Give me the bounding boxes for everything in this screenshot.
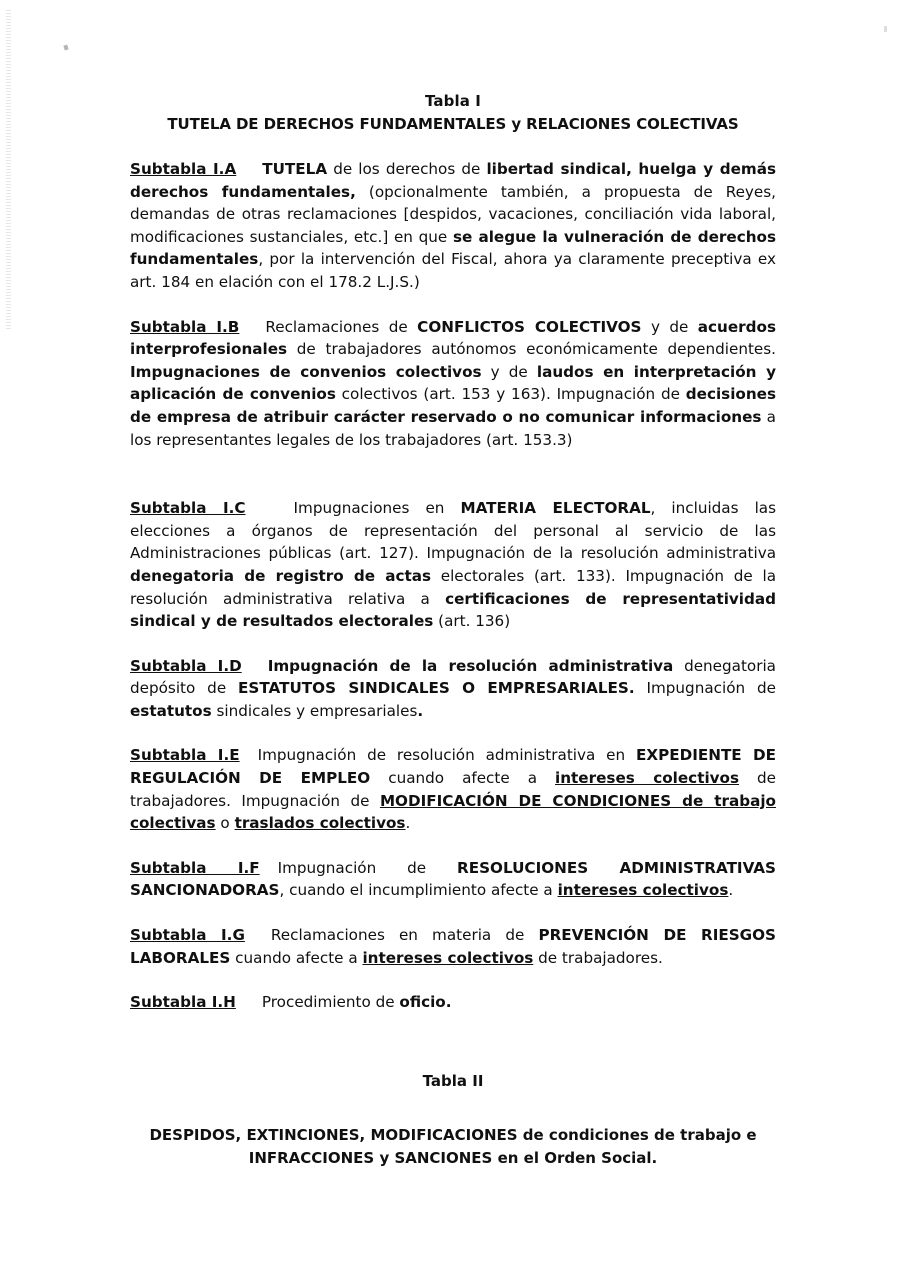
text-run-1: de los derechos de [327,160,487,178]
text-run-2: . [445,993,452,1012]
text-run-1: MATERIA ELECTORAL [460,499,651,518]
text-run-1: EXPEDIENTE DE REGULACIÓN DE EMPLEO [130,746,776,788]
subtable-label-ig: Subtabla I.G [130,926,245,945]
text-run-1: denegatoria depósito de [130,656,776,698]
subtable-paragraph-ie [130,744,776,834]
subtable-label-if: Subtabla I.F [130,858,260,877]
text-run-1: RESOLUCIONES ADMINISTRATIVAS SANCIONADORAS [130,858,776,900]
scan-artifact-speck [63,45,68,51]
subtable-label-ib: Subtabla I.B [130,317,240,336]
table1-title: Tabla I [425,92,481,110]
text-run-1: CONFLICTOS COLECTIVOS [417,317,642,336]
text-run-4: de trabajadores autónomos económicamente dependientes. [287,340,776,359]
text-run-4: electorales (art. 133). Impugnación de la resolución administrativa relativa a [130,566,776,608]
subtable-paragraph-ih [130,991,776,1014]
table2-title: Tabla II [422,1071,484,1090]
text-run-0: Impugnación de resolución administrativa en [257,746,637,765]
text-run-5: , por la intervención del Fiscal, ahora ya claramente preceptiva ex art. 184 en elación con el 178.2 L.J.S.) [130,250,776,291]
text-run-3: intereses colectivos [557,881,729,900]
subtable-label-ic: Subtabla I.C [130,499,246,518]
text-run-6: o [215,814,235,833]
text-run-6: . [417,701,424,720]
subtable-body-ih [262,993,452,1011]
text-run-3: acuerdos interprofesionales [130,317,776,359]
text-run-8: . [405,814,411,833]
subtable-label-id: Subtabla I.D [130,656,242,675]
text-run-1: PREVENCIÓN DE RIESGOS LABORALES [130,926,776,967]
subtable-paragraph-id [130,655,776,723]
text-run-7: laudos en interpretación y aplicación de convenios [130,362,776,404]
table1-heading [130,90,776,136]
subtable-label-ie: Subtabla I.E [130,746,240,765]
text-run-10: a los representantes legales de los trabajadores (art. 153.3) [130,407,776,449]
text-run-4: . [728,881,734,900]
text-run-0: Reclamaciones de [265,317,418,336]
scan-artifact-speck-right [884,26,887,32]
table1-subtitle: TUTELA DE DERECHOS FUNDAMENTALES y RELACIONES COLECTIVAS [167,115,739,133]
text-run-2: , cuando el incumplimiento afecte a [279,881,558,900]
text-run-5: Impugnaciones de convenios colectivos [130,362,482,381]
text-run-2: cuando afecte a [230,948,363,967]
text-run-2: cuando afecte a [370,769,556,788]
text-run-0: Impugnación de la resolución administrativa [267,656,674,675]
text-run-0: Procedimiento de [261,993,400,1012]
text-run-4: estatutos [130,701,212,720]
text-run-4: se alegue la vulneración de derechos fundamentales [130,227,776,269]
text-run-2: libertad sindical, huelga y demás derechos fundamentales, [130,160,777,201]
table2-subtitle-line2: INFRACCIONES y SANCIONES en el Orden Social. [248,1148,658,1167]
text-run-3: intereses colectivos [555,769,740,788]
text-run-2: ESTATUTOS SINDICALES O EMPRESARIALES. [238,679,635,698]
text-run-5: certificaciones de representatividad sindical y de resultados electorales [130,589,776,631]
document-content [130,90,776,1170]
subtable-label-ia: Subtabla I.A [130,160,237,178]
text-run-3: denegatoria de registro de actas [130,566,432,585]
text-run-0: Impugnaciones en [293,499,461,518]
subtable-label-ih: Subtabla I.H [130,993,236,1012]
subtable-paragraph-ib [130,316,776,452]
text-run-2: , incluidas las elecciones a órganos de representación del personal al servicio de las Administraciones públicas (art. 127). Impugnación de la resolución administrativa [130,499,777,563]
table2-subtitle-line1: DESPIDOS, EXTINCIONES, MODIFICACIONES de condiciones de trabajo e [149,1125,757,1144]
subtable-paragraph-ig [130,924,776,969]
text-run-6: (art. 136) [433,612,511,631]
text-run-0: TUTELA [262,160,328,178]
subtable-body-ib [130,318,776,449]
text-run-6: y de [481,362,537,381]
subtable-body-ia [130,160,776,291]
table2-subtitle [130,1124,776,1170]
subtable-body-ic [130,499,776,630]
text-run-1: oficio [399,993,446,1012]
text-run-7: traslados colectivos [234,814,406,833]
subtable-paragraph-ic [130,497,776,633]
text-run-4: de trabajadores. [533,948,663,967]
subtable-paragraph-if [130,857,776,902]
text-run-3: intereses colectivos [362,948,534,967]
text-run-3: (opcionalmente también, a propuesta de Reyes, demandas de otras reclamaciones [despidos, vacaciones, conciliación vida laboral, modificaciones sustanciales, etc.] en que [130,182,776,246]
text-run-0: Reclamaciones en materia de [270,926,539,945]
text-run-2: y de [641,317,698,336]
text-run-8: colectivos (art. 153 y 163). Impugnación de [335,385,686,404]
text-run-4: de trabajadores. Impugnación de [130,769,777,810]
text-run-5: MODIFICACIÓN DE CONDICIONES de trabajo colectivas [130,791,776,833]
text-run-9: decisiones de empresa de atribuir carácter reservado o no comunicar informaciones [130,385,776,426]
scan-artifact-left-edge [6,10,11,330]
subtable-paragraph-ia [130,158,776,294]
text-run-5: sindicales y empresariales [211,701,418,720]
table2-heading [130,1070,776,1170]
text-run-3: Impugnación de [634,679,776,698]
text-run-0: Impugnación de [277,858,458,877]
